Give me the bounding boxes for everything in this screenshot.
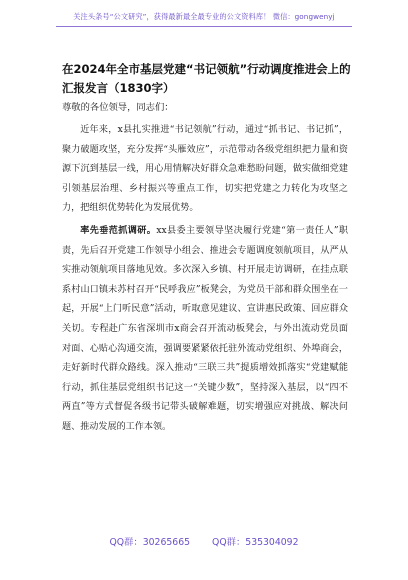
banner-divider (56, 26, 352, 27)
top-banner: 关注头条号“公文研究”，获得最新最全最专业的公文资料库！ 微信：gongwenyj (73, 12, 335, 21)
qq-group-1: QQ群：30265665 (109, 537, 191, 548)
document-body (62, 121, 348, 438)
qq-group-2: QQ群：535304092 (212, 537, 299, 548)
salutation: 尊敬的各位领导，同志们： (62, 102, 174, 113)
paragraph-research-text: xx县委主要领导坚决履行党建“第一责任人”职责，先后召开党建工作领导小组会、推进会专题调度领航项目，从严从实推动领航项目落地见效。多次深入乡镇、村开展走访调研，在挂点联系村山口镇未苏村召开“民呼我应”板凳会，为党员干部和群众围坐在一起，开展“上门听民意”活动，听取意见建议、宣讲惠民政策、回应群众关切。专程赴广东省深圳市x商会召开流动板凳会，与外出流动党员面对面、心贴心沟通交流，强调要紧紧依托驻外流动党组织、外埠商会，走好新时代群众路线。深入推动“三联三共”提质增效抓落实“党建赋能行动，抓住基层党组织书记这一“关键少数”，坚持深入基层，以“四不两直”等方式督促各级书记带头破解难题，切实增强应对挑战、解决问题、推动发展的工作本领。 (62, 225, 348, 432)
paragraph-heading: 率先垂范抓调研。 (80, 225, 157, 236)
footer-contact (0, 534, 408, 548)
paragraph-intro: 近年来，x县扎实推进“书记领航”行动，通过“抓书记、书记抓”，聚力破题攻坚，充分发挥“头雁效应”，示范带动各级党组织把力量和资源下沉到基层一线，用心用情解决好群众急难愁盼问题，做实做细党建引领基层治理、乡村振兴等重点工作，切实把党建之力转化为攻坚之力，把组织优势转化为发展优势。 (62, 125, 348, 214)
paragraph-research (62, 222, 348, 438)
document-title: 在2024年全市基层党建“书记领航”行动调度推进会上的汇报发言（1830字） (62, 62, 351, 95)
